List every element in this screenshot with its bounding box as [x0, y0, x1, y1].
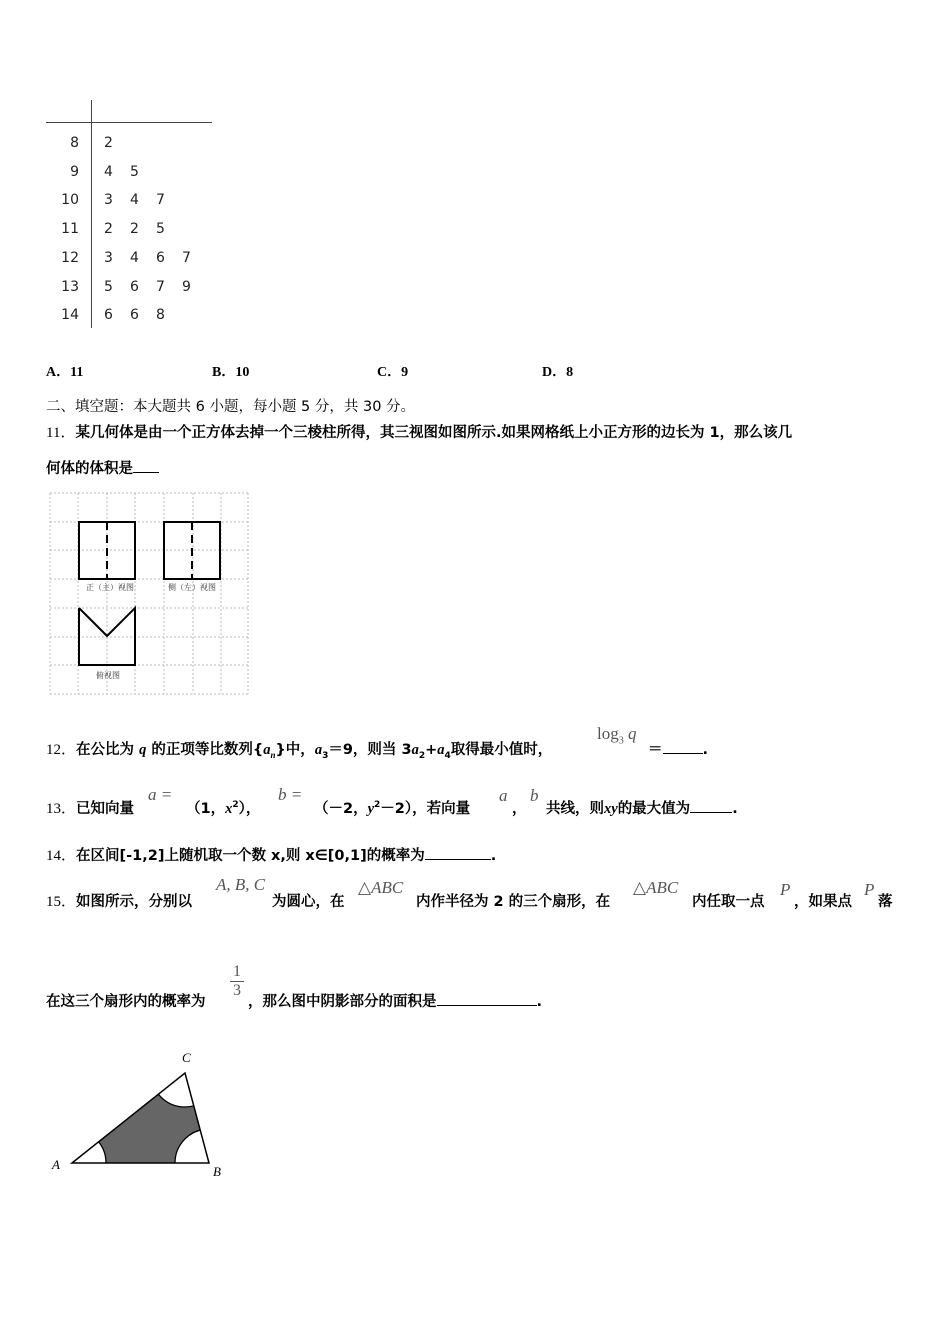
q13-sq2: 2: [374, 800, 381, 811]
q11-number: 11．: [46, 425, 76, 441]
sector-a: [46, 1129, 106, 1183]
q12-plus: +: [425, 742, 438, 758]
choice-d[interactable]: D．8: [542, 365, 574, 380]
q12-end: .: [702, 742, 709, 758]
q13-line: [46, 797, 134, 818]
leaf-value: 6: [156, 249, 165, 266]
q15-text-d: 内任取一点: [692, 894, 765, 910]
q15-text-line2b: ，那么图中阴影部分的面积是: [248, 994, 437, 1010]
section-heading: 二、填空题：本大题共 6 小题，每小题 5 分，共 30 分。: [46, 399, 416, 415]
q14-number: 14．: [46, 848, 77, 864]
side-view-caption: 侧（左）视图: [168, 583, 216, 592]
q12-text-e: 取得最小值时，: [450, 742, 553, 758]
choice-b[interactable]: B．10: [212, 365, 250, 380]
q13-line-b: [186, 797, 260, 818]
q15-text-c: 内作半径为 2 的三个扇形，在: [416, 894, 611, 910]
leaf-value: 7: [182, 249, 191, 266]
q14-answer-blank[interactable]: [425, 845, 491, 860]
q12-text-a: 在公比为: [76, 742, 135, 758]
q11-line2: [46, 457, 159, 478]
q15-line2b: [248, 990, 542, 1011]
stem-value: 12: [61, 249, 79, 266]
q12-a2: a: [411, 742, 419, 758]
front-view-caption: 正（主）视图: [86, 583, 134, 592]
q12-text-b: 的正项等比数列{: [151, 742, 264, 758]
q12-log-base: 3: [618, 735, 624, 747]
q13-sq1: 2: [232, 800, 239, 811]
q13-text-g: 的最大值为: [617, 801, 691, 817]
q13-text-a: 已知向量: [76, 801, 135, 817]
q14-end: .: [490, 848, 497, 864]
leaf-value: 6: [104, 307, 113, 324]
q13-text-e: －2），若向量: [380, 801, 471, 817]
leaf-value: 2: [104, 221, 113, 238]
q15-fraction: [230, 963, 244, 1000]
leaf-value: 6: [130, 278, 139, 295]
q13-text-d: （－2，: [314, 801, 368, 817]
label-b: B: [213, 1164, 221, 1179]
q15-abc: A, B, C: [216, 875, 266, 894]
leaf-value: 2: [130, 221, 139, 238]
q11-answer-blank[interactable]: [133, 458, 159, 473]
q13-a-symbol: a: [499, 786, 508, 805]
q12-a3: a: [314, 742, 323, 758]
q13-comma: ，: [512, 801, 527, 817]
stem-value: 9: [70, 163, 79, 180]
q13-line-c: [314, 797, 470, 818]
q12-an: a: [263, 742, 271, 758]
q13-text-c: ），: [238, 801, 261, 817]
q13-vector-a: a =: [148, 785, 173, 804]
leaf-value: 7: [156, 278, 165, 295]
q12-log-arg: q: [627, 724, 637, 743]
q13-end: .: [732, 801, 738, 817]
choice-c[interactable]: C．9: [377, 365, 409, 380]
label-c: C: [182, 1050, 191, 1065]
leaf-value: 4: [130, 249, 139, 266]
q13-x: x: [225, 801, 233, 817]
q13-b-symbol: b: [530, 786, 539, 805]
q12-sub3: 3: [322, 750, 329, 761]
q15-line2a: 在这三个扇形内的概率为: [46, 994, 206, 1010]
leaf-value: 9: [182, 278, 191, 295]
leaf-value: 8: [156, 307, 165, 324]
q13-text-b: （1，: [186, 801, 226, 817]
three-view-figure: [48, 492, 252, 698]
q13-vector-b: b =: [278, 785, 303, 804]
q12-n-sub: n: [270, 749, 276, 760]
q12-log: log: [597, 724, 619, 743]
q14-line: [46, 844, 496, 865]
q15-text-e: ，如果点: [794, 894, 852, 910]
stem-value: 13: [61, 278, 79, 295]
q12-sub2: 2: [418, 750, 426, 761]
stem-leaf-vline: [91, 100, 92, 328]
q12-a4: a: [437, 742, 445, 758]
q12-text-d: ＝9，则当 3: [328, 742, 412, 758]
leaf-value: 3: [104, 192, 113, 209]
stem-value: 10: [61, 192, 79, 209]
choice-a[interactable]: A．11: [46, 365, 84, 380]
q12-eq: ＝: [648, 742, 663, 758]
q15-number: 15．: [46, 894, 77, 910]
top-view-caption: 俯视图: [96, 671, 120, 680]
leaf-value: 5: [130, 163, 139, 180]
leaf-value: 7: [156, 192, 165, 209]
q15-text-f: 落: [878, 894, 893, 910]
q15-answer-blank[interactable]: [437, 991, 537, 1006]
leaf-value: 5: [104, 278, 113, 295]
q14-text: 在区间[-1,2]上随机取一个数 x,则 x∈[0,1]的概率为: [76, 848, 425, 864]
leaf-value: 3: [104, 249, 113, 266]
q15-p1: P: [780, 880, 791, 899]
leaf-value: 4: [130, 192, 139, 209]
q13-xy: xy: [604, 801, 618, 817]
stem-value: 11: [61, 221, 79, 238]
q15-frac-den: 3: [230, 981, 244, 1000]
q15-text-a: 如图所示，分别以: [76, 894, 193, 910]
stem-value: 14: [61, 307, 79, 324]
stem-value: 8: [70, 135, 79, 151]
q15-triangle-2: △ABC: [633, 878, 679, 897]
q12-line: [46, 738, 552, 761]
q12-sub4: 4: [444, 750, 451, 761]
triangle-figure: [46, 1048, 236, 1183]
q15-text-b: 为圆心，在: [272, 894, 345, 910]
q12-answer-line: [648, 738, 708, 759]
q13-text-f: 共线，则: [546, 801, 604, 817]
q15-p2: P: [864, 880, 875, 899]
q11-text-line2: 何体的体积是: [46, 461, 133, 477]
q12-number: 12．: [46, 742, 77, 758]
q15-frac-num: 1: [233, 963, 241, 980]
q11-line1: [46, 421, 792, 442]
stem-leaf-hline: [46, 122, 212, 123]
q13-y: y: [367, 801, 375, 817]
q15-triangle-1: △ABC: [358, 878, 404, 897]
leaf-value: 4: [104, 163, 113, 180]
q15-line1a: [46, 890, 192, 911]
q13-number: 13．: [46, 801, 77, 817]
q13-answer-blank[interactable]: [690, 798, 732, 813]
q12-text-c: }中，: [275, 742, 315, 758]
q12-answer-blank[interactable]: [663, 739, 703, 754]
label-a: A: [52, 1157, 60, 1172]
q15-end: .: [536, 994, 543, 1010]
q12-log-expression: [597, 724, 636, 746]
q12-q: q: [139, 742, 147, 758]
q11-text-line1: 某几何体是由一个正方体去掉一个三棱柱所得，其三视图如图所示.如果网格纸上小正方形的边长为 1，那么该几: [75, 425, 793, 441]
leaf-value: 5: [156, 221, 165, 238]
q13-line-d: [546, 797, 738, 818]
leaf-value: 6: [130, 307, 139, 324]
leaf-value: 2: [104, 135, 113, 151]
